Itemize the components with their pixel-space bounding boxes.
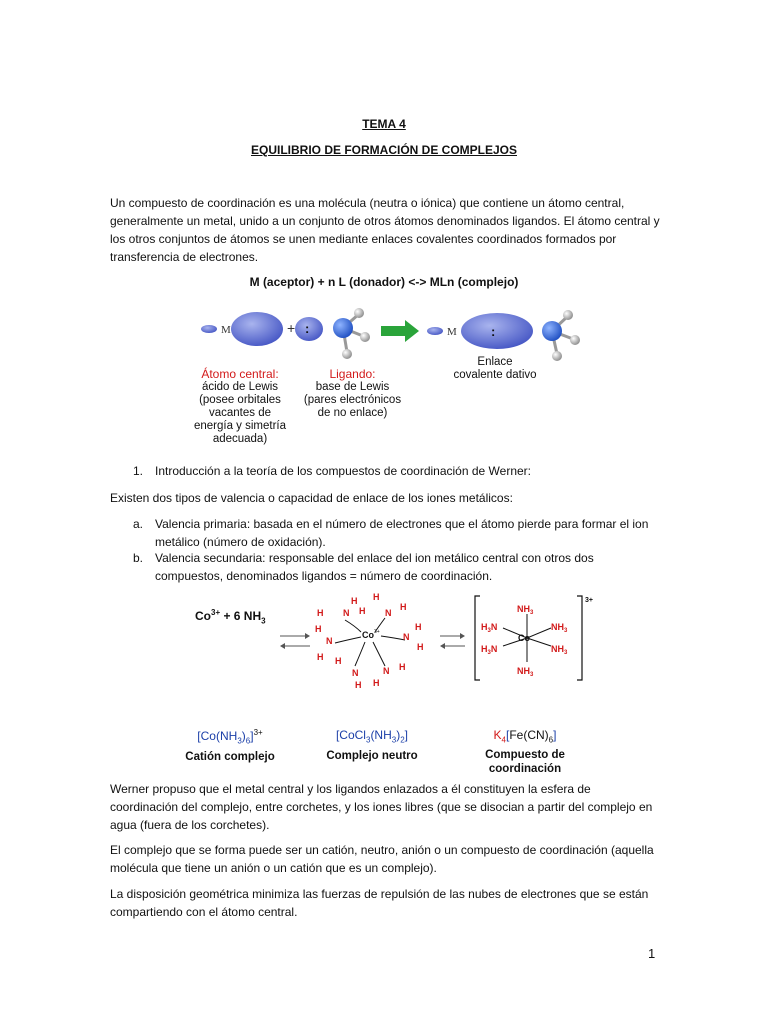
hydrogen-atom	[354, 308, 364, 318]
m-label-1: M	[221, 324, 231, 336]
ligand-h: H	[400, 602, 407, 612]
example-coordination	[465, 728, 585, 776]
complex-co: Co	[518, 633, 530, 643]
example-cation	[170, 728, 290, 763]
hydrogen-atom	[342, 349, 352, 359]
ligand-h: H	[373, 678, 380, 688]
werner-diagram	[195, 588, 605, 698]
nitrogen-atom-1	[333, 318, 353, 338]
small-lobe-left	[201, 325, 217, 333]
center-co-charge: 3+	[374, 629, 380, 635]
enlace-block	[435, 356, 555, 382]
empty-orbital-lobe	[231, 312, 283, 346]
geometria-paragraph: La disposición geométrica minimiza las fuerzas de repulsión de las nubes de electrones que se están compartiendo con el átomo central.	[110, 887, 649, 919]
complex-nh3-top: $NH_3$	[517, 604, 534, 616]
atomo-central-line: vacantes de	[208, 407, 271, 419]
ligand-h: H	[373, 592, 380, 602]
reactant-formula: $Co^{3+} + 6$ $NH_3$	[195, 608, 266, 626]
atomo-central-block	[175, 368, 305, 446]
list-marker-a: a.	[133, 517, 144, 531]
plus-sign: +	[287, 320, 296, 336]
ligando-line: base de Lewis	[315, 381, 390, 393]
ligand-h: H	[415, 622, 422, 632]
ligand-h: H	[315, 624, 322, 634]
enlace-line: covalente dativo	[453, 369, 537, 381]
ligand-h: H	[335, 656, 342, 666]
equation: M (aceptor) + n L (donador) <-> MLn (complejo)	[249, 275, 519, 289]
valencia-intro: Existen dos tipos de valencia o capacidad de enlace de los iones metálicos:	[110, 491, 513, 505]
enlace-line: Enlace	[477, 356, 513, 368]
lone-pair-colon-2: :	[491, 324, 496, 339]
example-neutral	[312, 728, 432, 762]
atomo-central-line: adecuada)	[212, 433, 268, 445]
ligand-h: H	[417, 642, 424, 652]
lone-pair-colon-1: :	[305, 321, 310, 336]
lewis-figure	[195, 296, 590, 456]
atomo-central-title: Átomo central:	[201, 367, 279, 381]
bonding-orbital-lobe	[461, 313, 533, 349]
hydrogen-atom	[570, 335, 580, 345]
section-title: Introducción a la teoría de los compuestos de coordinación de Werner:	[155, 464, 531, 478]
ligando-line: (pares electrónicos	[303, 394, 402, 406]
formula-neutral: $[CoCl_3(NH_3)_2]$	[335, 728, 409, 745]
ligand-h: H	[359, 606, 366, 616]
formula-cation: $[Co(NH_3)_6]^{3+}$	[197, 728, 263, 746]
complex-charge: 3+	[585, 597, 593, 604]
center-co: Co	[362, 630, 374, 640]
section-number: 1.	[133, 464, 144, 478]
page-number: 1	[648, 946, 656, 961]
ligand-n: N	[385, 608, 392, 618]
nitrogen-atom-2	[542, 321, 562, 341]
ligand-h: H	[399, 662, 406, 672]
ligando-title: Ligando:	[329, 367, 376, 381]
ligando-line: de no enlace)	[317, 407, 388, 419]
ligand-n: N	[352, 668, 359, 678]
atomo-central-line: ácido de Lewis	[201, 381, 279, 393]
ligand-n: N	[326, 636, 333, 646]
tema-label: TEMA 4	[362, 117, 406, 131]
complex-h3n-left-top: $H_3N$	[481, 622, 498, 634]
label-cation: Catión complejo	[185, 751, 275, 764]
complex-nh3-right-bottom: $NH_3$	[551, 644, 568, 656]
ligand-n: N	[383, 666, 390, 676]
complex-nh3-right-top: $NH_3$	[551, 622, 568, 634]
ligand-h: H	[355, 680, 362, 690]
small-lobe-right	[427, 327, 443, 335]
complejo-paragraph: El complejo que se forma puede ser un catión, neutro, anión o un compuesto de coordinación (aquella molécula que tiene un anión o un catión que es un complejo).	[110, 843, 654, 875]
ligand-h: H	[351, 596, 358, 606]
ligand-h: H	[317, 608, 324, 618]
m-label-2: M	[447, 326, 457, 338]
hydrogen-atom	[563, 310, 573, 320]
atomo-central-line: (posee orbitales	[199, 394, 281, 406]
werner-complex-figure	[195, 588, 605, 698]
list-item-valencia-secundaria: Valencia secundaria: responsable del enlace del ion metálico central con otros dos compuestos, denominados ligandos = número de coordinación.	[155, 551, 594, 583]
werner-paragraph: Werner propuso que el metal central y los ligandos enlazados a él constituyen la esfera de coordinación del complejo, entre corchetes, y los iones libres (que se disocian a partir del complejo en agua (fuera de los corchetes).	[110, 782, 653, 832]
complex-nh3-bottom: $NH_3$	[517, 666, 534, 678]
atomo-central-line: energía y simetría	[193, 420, 287, 432]
ligand-n: N	[343, 608, 350, 618]
formula-coordination: $K_4[Fe(CN)_6]$	[493, 728, 557, 745]
reaction-arrow	[381, 320, 419, 342]
page-title: EQUILIBRIO DE FORMACIÓN DE COMPLEJOS	[250, 143, 517, 157]
complex-h3n-left-bottom: $H_3N$	[481, 644, 498, 656]
complex-examples	[170, 728, 600, 783]
label-coordination: Compuesto de coordinación	[485, 749, 565, 776]
ligand-n: N	[403, 632, 410, 642]
hydrogen-atom	[360, 332, 370, 342]
intro-paragraph: Un compuesto de coordinación es una molécula (neutra o iónica) que contiene un átomo central, generalmente un metal, unido a un conjunto de otros átomos denominados ligandos. El átomo central y los otros conjuntos de átomos se unen mediante enlaces covalentes coordinados formados por transferencia de electrones.	[110, 196, 660, 264]
ligando-block	[290, 368, 415, 420]
list-marker-b: b.	[133, 551, 144, 565]
ligand-h: H	[317, 652, 324, 662]
list-item-valencia-primaria: Valencia primaria: basada en el número de electrones que el átomo pierde para formar el ion metálico (número de oxidación).	[155, 517, 649, 549]
label-neutral: Complejo neutro	[326, 750, 418, 763]
